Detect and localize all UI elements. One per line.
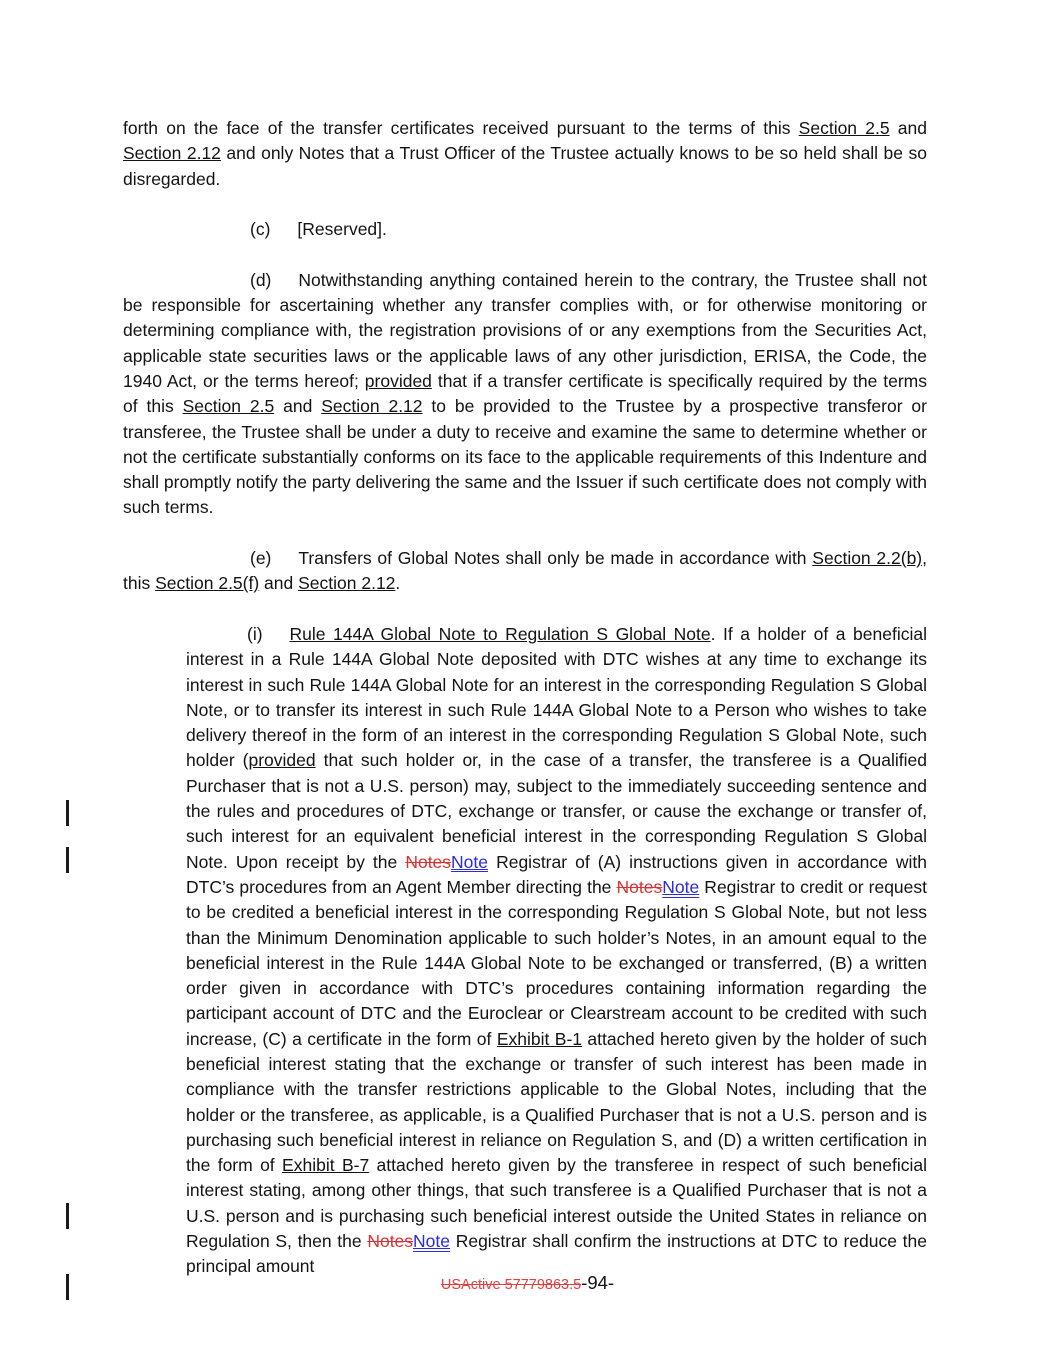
underlined-text: Section 2.12 [298, 573, 396, 594]
underlined-text: Section 2.5 [182, 396, 275, 417]
paragraph-continuation [123, 116, 927, 192]
text-run: attached hereto given by the holder of such beneficial interest stating that the exchange or transfer of such interest has been made in compliance with the transfer restrictions applicable to the Global Notes, including that the holder or the transferee, as applicable, is a Qualified Purchaser that is not a U.S. person and is purchasing such beneficial interest in reliance on Regulation S, and (D) a written certification in the form of [186, 1028, 927, 1176]
paragraph-e [123, 546, 927, 597]
underlined-text: provided [248, 750, 316, 771]
underlined-text: Exhibit B-7 [282, 1155, 370, 1176]
text-run: and [259, 573, 299, 594]
text-run: (c) [250, 219, 271, 240]
text-run: Registrar shall confirm the instructions at DTC to reduce the principal amount [186, 1231, 927, 1277]
underlined-text: Section 2.2(b) [812, 548, 923, 569]
text-run: attached hereto given by the transferee in respect of such beneficial interest stating, among other things, that such transferee is a Qualified Purchaser that is not a U.S. person and is purchasing such beneficial interest outside the United States in reliance on Regulation S, then the [186, 1155, 928, 1252]
text-run: , this [123, 548, 928, 594]
paragraph-d [123, 268, 927, 521]
paragraph-c-reserved [123, 217, 927, 242]
text-run: Transfers of Global Notes shall only be made in accordance with [298, 548, 813, 569]
underlined-text: Rule 144A Global Note to Regulation S Global Note [289, 623, 711, 644]
text-run: . [395, 573, 401, 594]
text-run: (d) [250, 269, 272, 290]
paragraph-i-rule-144a [186, 622, 927, 1280]
inserted-text: Note [662, 876, 700, 897]
text-run: . If a holder of a beneficial interest in a Rule 144A Global Note deposited with DTC wishes at any time to exchange its interest in such Rule 144A Global Note for an interest in the corresponding Regulation S Global Note, or to transfer its interest in such Rule 144A Global Note to a Person who wishes to take delivery thereof in the form of an interest in the corresponding Regulation S Global Note, such holder ( [186, 623, 927, 771]
text-run: and [274, 396, 322, 417]
doc-id-stamp: USActive 57779863.5 [440, 1277, 582, 1293]
page-footer [0, 1272, 1055, 1296]
inserted-text: Note [451, 851, 489, 872]
underlined-text: Exhibit B-1 [496, 1028, 583, 1049]
underlined-text: Section 2.5(f) [155, 573, 260, 594]
deleted-text: Notes [367, 1231, 414, 1252]
change-bar [66, 800, 69, 826]
underlined-text: Section 2.12 [123, 143, 221, 164]
text-run: Registrar of (A) instructions given in accordance with DTC’s procedures from an Agent Member directing the [186, 851, 928, 897]
text-run: (i) [247, 623, 263, 644]
page-number: -94- [581, 1272, 615, 1293]
change-bar [66, 1203, 69, 1229]
text-run: that such holder or, in the case of a transfer, the transferee is a Qualified Purchaser that is not a U.S. person) may, subject to the immediately succeeding sentence and the rules and procedures of DTC, exchange or transfer, or cause the exchange or transfer of, such interest for an equivalent beneficial interest in the corresponding Regulation S Global Note. Upon receipt by the [186, 750, 927, 872]
document-body [123, 116, 927, 1305]
text-run: and only Notes that a Trust Officer of the Trustee actually knows to be so held shall be so disregarded. [123, 143, 927, 189]
inserted-text: Note [413, 1231, 451, 1252]
underlined-text: provided [364, 370, 432, 391]
deleted-text: Notes [616, 876, 663, 897]
change-bar [66, 847, 69, 873]
underlined-text: Section 2.5 [798, 118, 890, 138]
text-run: that if a transfer certificate is specifically required by the terms of this [123, 370, 927, 417]
text-run: forth on the face of the transfer certificates received pursuant to the terms of this [123, 118, 799, 138]
text-run: Registrar to credit or request to be credited a beneficial interest in the corresponding Regulation S Global Note, but not less than the Minimum Denomination applicable to such holder’s Notes, in an amount equal to the beneficial interest in the Rule 144A Global Note to be exchanged or transferred, (B) a written order given in accordance with DTC’s procedures containing information regarding the participant account of DTC and the Euroclear or Clearstream account to be credited with such increase, (C) a certificate in the form of [186, 876, 928, 1049]
text-run: [Reserved]. [297, 219, 387, 240]
text-run: to be provided to the Trustee by a prospective transferor or transferee, the Trustee shall be under a duty to receive and examine the same to determine whether or not the certificate substantially conforms on its face to the applicable requirements of this Indenture and shall promptly notify the party delivering the same and the Issuer if such certificate does not comply with such terms. [123, 396, 927, 518]
text-run: and [889, 118, 928, 138]
text-run: Notwithstanding anything contained herein to the contrary, the Trustee shall not be responsible for ascertaining whether any transfer complies with, or for otherwise monitoring or determining compliance with, the registration provisions of or any exemptions from the Securities Act, applicable state securities laws or the applicable laws of any other jurisdiction, ERISA, the Code, the 1940 Act, or the terms hereof; [123, 269, 927, 391]
underlined-text: Section 2.12 [321, 396, 423, 417]
text-run: (e) [250, 548, 272, 569]
deleted-text: Notes [405, 851, 452, 872]
